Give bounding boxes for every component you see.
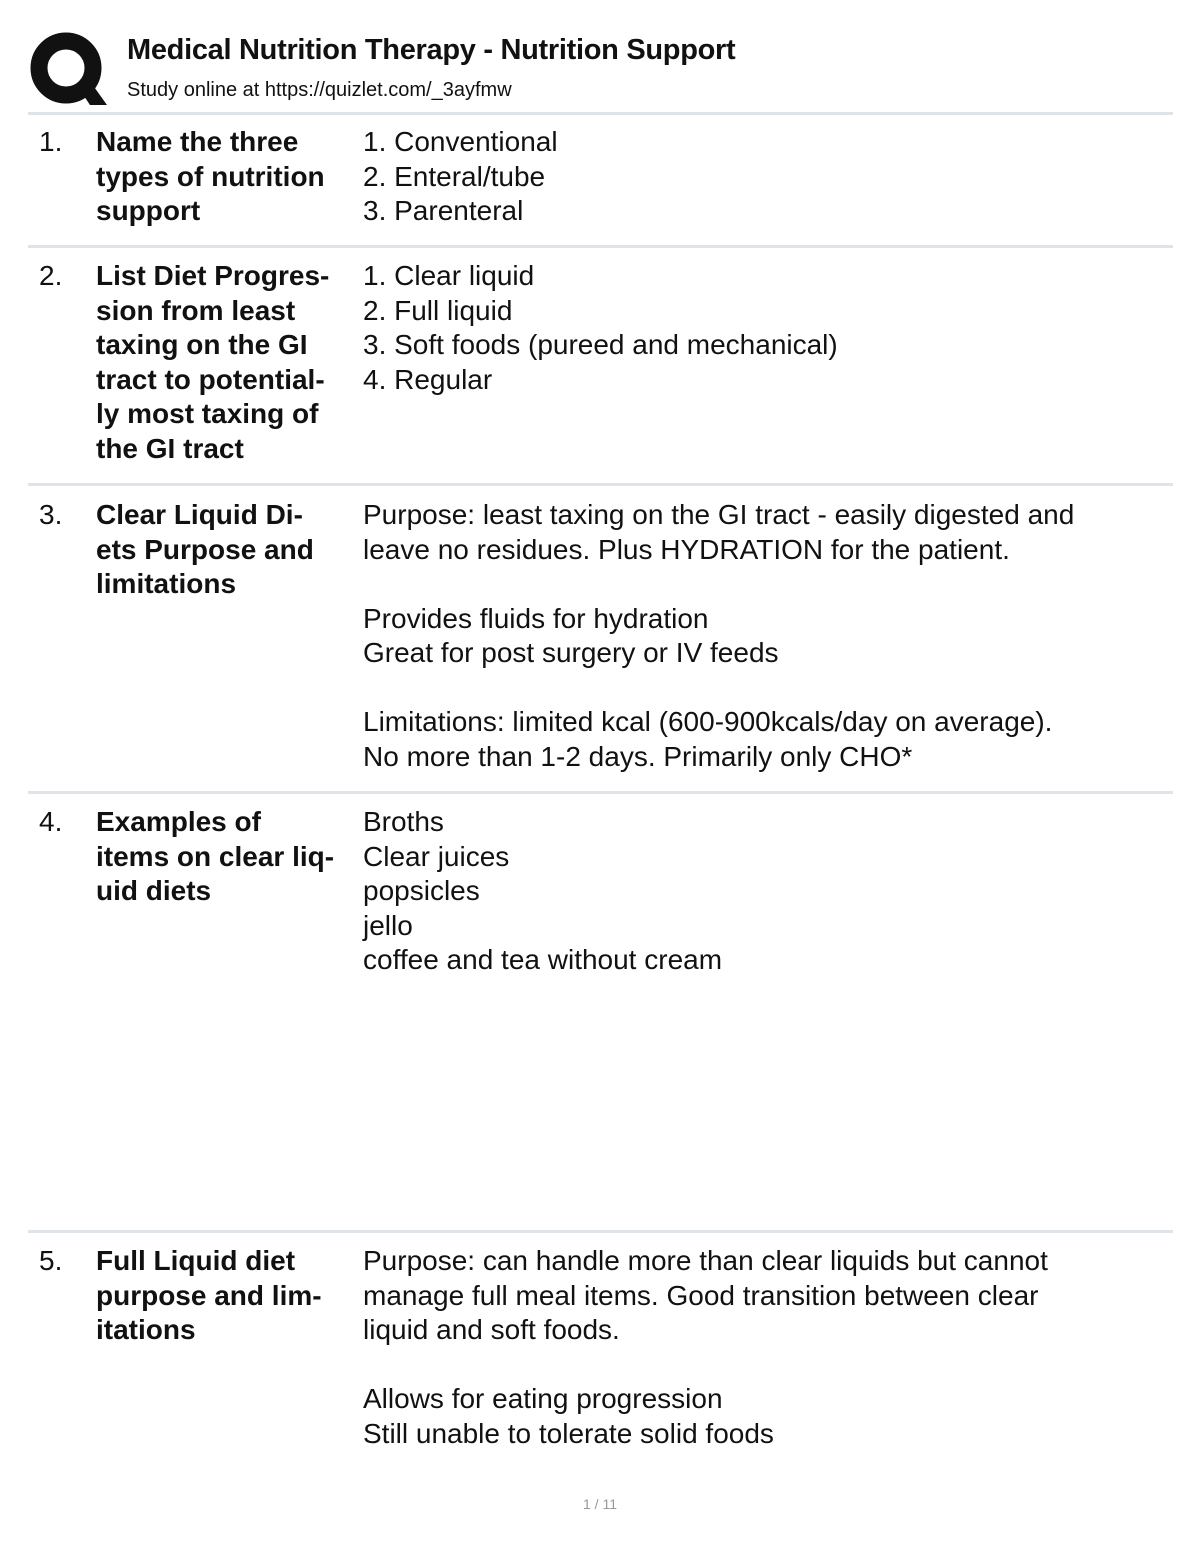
card-term — [96, 259, 358, 466]
definition-line: 2. Enteral/tube — [363, 160, 546, 192]
definition-line: liquid and soft foods. — [363, 1314, 620, 1345]
term-line: List Diet Progres- — [96, 260, 330, 291]
card-definition — [363, 125, 1173, 229]
divider — [28, 791, 1173, 794]
definition-line: Limitations: limited kcal (600-900kcals/day on average). — [363, 706, 1053, 737]
definition-line: Provides fluids for hydration — [363, 602, 709, 634]
divider — [28, 1230, 1173, 1233]
term-line: support — [96, 195, 201, 226]
definition-line: 3. Parenteral — [363, 195, 524, 226]
definition-line: Purpose: can handle more than clear liquids but cannot — [363, 1245, 1048, 1276]
card-term — [96, 125, 358, 229]
definition-line: Broths — [363, 806, 444, 837]
definition-line: Purpose: least taxing on the GI tract - easily digested and — [363, 499, 1075, 530]
term-line: items on clear liq- — [96, 840, 335, 872]
term-line: Full Liquid diet — [96, 1245, 296, 1276]
term-line: Clear Liquid Di- — [96, 499, 303, 530]
definition-line: 2. Full liquid — [363, 294, 513, 326]
page-title: Medical Nutrition Therapy - Nutrition Support — [127, 34, 736, 66]
definition-line: coffee and tea without cream — [363, 944, 723, 975]
definition-line: 1. Conventional — [363, 126, 558, 157]
term-line: types of nutrition — [96, 160, 325, 192]
card-definition — [363, 259, 1173, 397]
blank-line — [363, 671, 1173, 706]
term-line: uid diets — [96, 875, 212, 906]
card-definition — [363, 1244, 1173, 1451]
term-line: itations — [96, 1314, 196, 1345]
card-definition — [363, 805, 1173, 978]
card-term — [96, 1244, 358, 1348]
term-line: Name the three — [96, 126, 299, 157]
blank-line — [363, 1348, 1173, 1383]
card-number: 4. — [39, 806, 63, 837]
card-number: 3. — [39, 499, 63, 530]
term-line: tract to potential- — [96, 363, 325, 395]
header — [28, 30, 1178, 110]
study-online-link[interactable]: Study online at https://quizlet.com/_3ayfmw — [127, 79, 512, 101]
divider — [28, 245, 1173, 248]
card-number: 2. — [39, 260, 63, 291]
divider — [28, 112, 1173, 115]
term-line: limitations — [96, 568, 237, 599]
definition-line: Still unable to tolerate solid foods — [363, 1417, 774, 1449]
definition-line: 4. Regular — [363, 363, 493, 395]
definition-line: manage full meal items. Good transition between clear — [363, 1279, 1039, 1311]
definition-line: Clear juices — [363, 840, 510, 872]
definition-line: 3. Soft foods (pureed and mechanical) — [363, 329, 838, 360]
definition-line: Allows for eating progression — [363, 1383, 723, 1414]
blank-line — [363, 567, 1173, 602]
card-term — [96, 805, 358, 909]
quizlet-logo-icon — [30, 32, 108, 108]
term-line: ly most taxing of — [96, 398, 319, 429]
term-line: ets Purpose and — [96, 533, 314, 565]
card-number: 1. — [39, 126, 63, 157]
divider — [28, 483, 1173, 486]
definition-line: 1. Clear liquid — [363, 260, 535, 291]
definition-line: popsicles — [363, 875, 480, 906]
definition-line: No more than 1-2 days. Primarily only CHO* — [363, 740, 913, 772]
term-line: the GI tract — [96, 432, 244, 464]
term-line: sion from least — [96, 294, 296, 326]
term-line: Examples of — [96, 806, 261, 837]
term-line: purpose and lim- — [96, 1279, 322, 1311]
term-line: taxing on the GI — [96, 329, 308, 360]
definition-line: jello — [363, 909, 413, 941]
page-indicator: 1 / 11 — [583, 1496, 617, 1512]
card-term — [96, 498, 358, 602]
definition-line: Great for post surgery or IV feeds — [363, 637, 779, 668]
card-number: 5. — [39, 1245, 63, 1276]
definition-line: leave no residues. Plus HYDRATION for the patient. — [363, 533, 1010, 565]
card-definition — [363, 498, 1173, 774]
